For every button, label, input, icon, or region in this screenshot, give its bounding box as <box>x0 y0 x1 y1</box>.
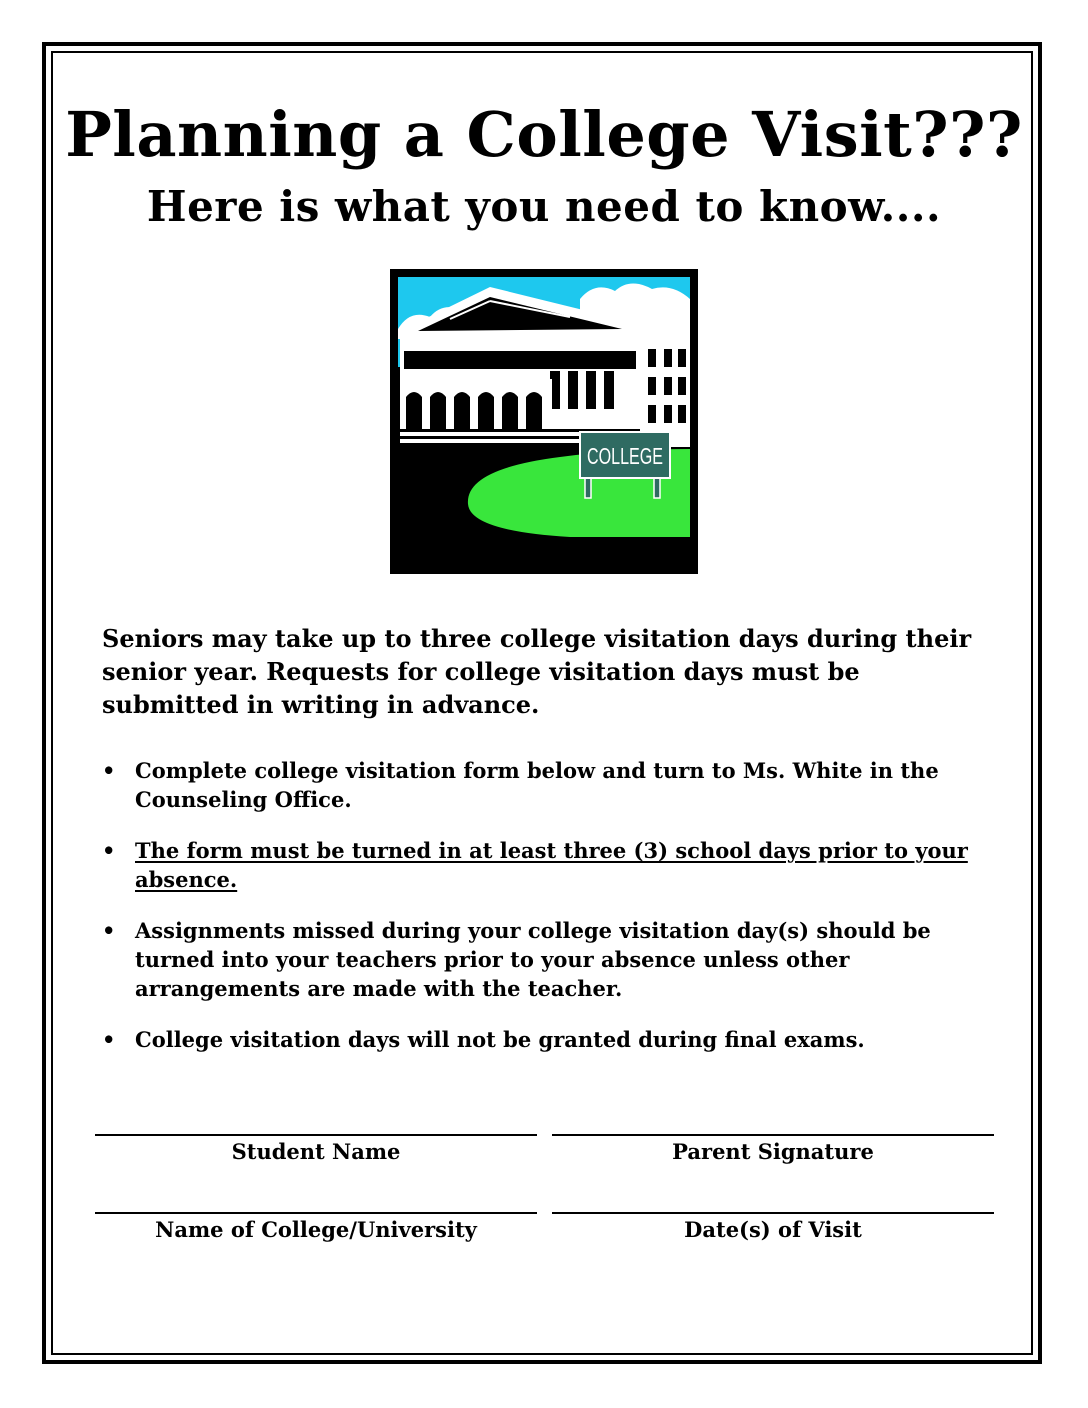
bullet-icon: • <box>102 918 116 943</box>
student-name-field[interactable] <box>95 1134 537 1164</box>
intro-paragraph: Seniors may take up to three college visitation days during their senior year. Requests for college visitation days must be submitted in writing in advance. <box>102 624 972 719</box>
rule-text-emphasized: The form must be turned in at least three (3) school days prior to your absence. <box>135 838 968 892</box>
rule-text: Complete college visitation form below and turn to Ms. White in the Counseling Office. <box>135 758 939 812</box>
rules-list <box>102 756 982 1076</box>
parent-signature-label: Parent Signature <box>672 1139 874 1164</box>
visit-dates-label: Date(s) of Visit <box>684 1217 862 1242</box>
sign-text: COLLEGE <box>587 443 663 469</box>
college-name-label: Name of College/University <box>155 1217 477 1242</box>
parent-signature-field[interactable] <box>552 1134 994 1164</box>
visit-dates-field[interactable] <box>552 1212 994 1242</box>
list-item <box>102 836 982 894</box>
list-item <box>102 756 982 814</box>
college-name-field[interactable] <box>95 1212 537 1242</box>
college-building-clipart <box>390 269 698 574</box>
bullet-icon: • <box>102 838 116 863</box>
page-subtitle: Here is what you need to know.... <box>146 182 942 231</box>
rule-text: Assignments missed during your college visitation day(s) should be turned into your teachers prior to your absence unless other arrangements are made with the teacher. <box>135 918 931 1001</box>
page-title: Planning a College Visit??? <box>65 98 1023 171</box>
rule-text: College visitation days will not be granted during final exams. <box>135 1027 865 1052</box>
list-item <box>102 916 982 1003</box>
list-item <box>102 1025 982 1054</box>
student-name-label: Student Name <box>231 1139 401 1164</box>
bullet-icon: • <box>102 1027 116 1052</box>
bullet-icon: • <box>102 758 116 783</box>
